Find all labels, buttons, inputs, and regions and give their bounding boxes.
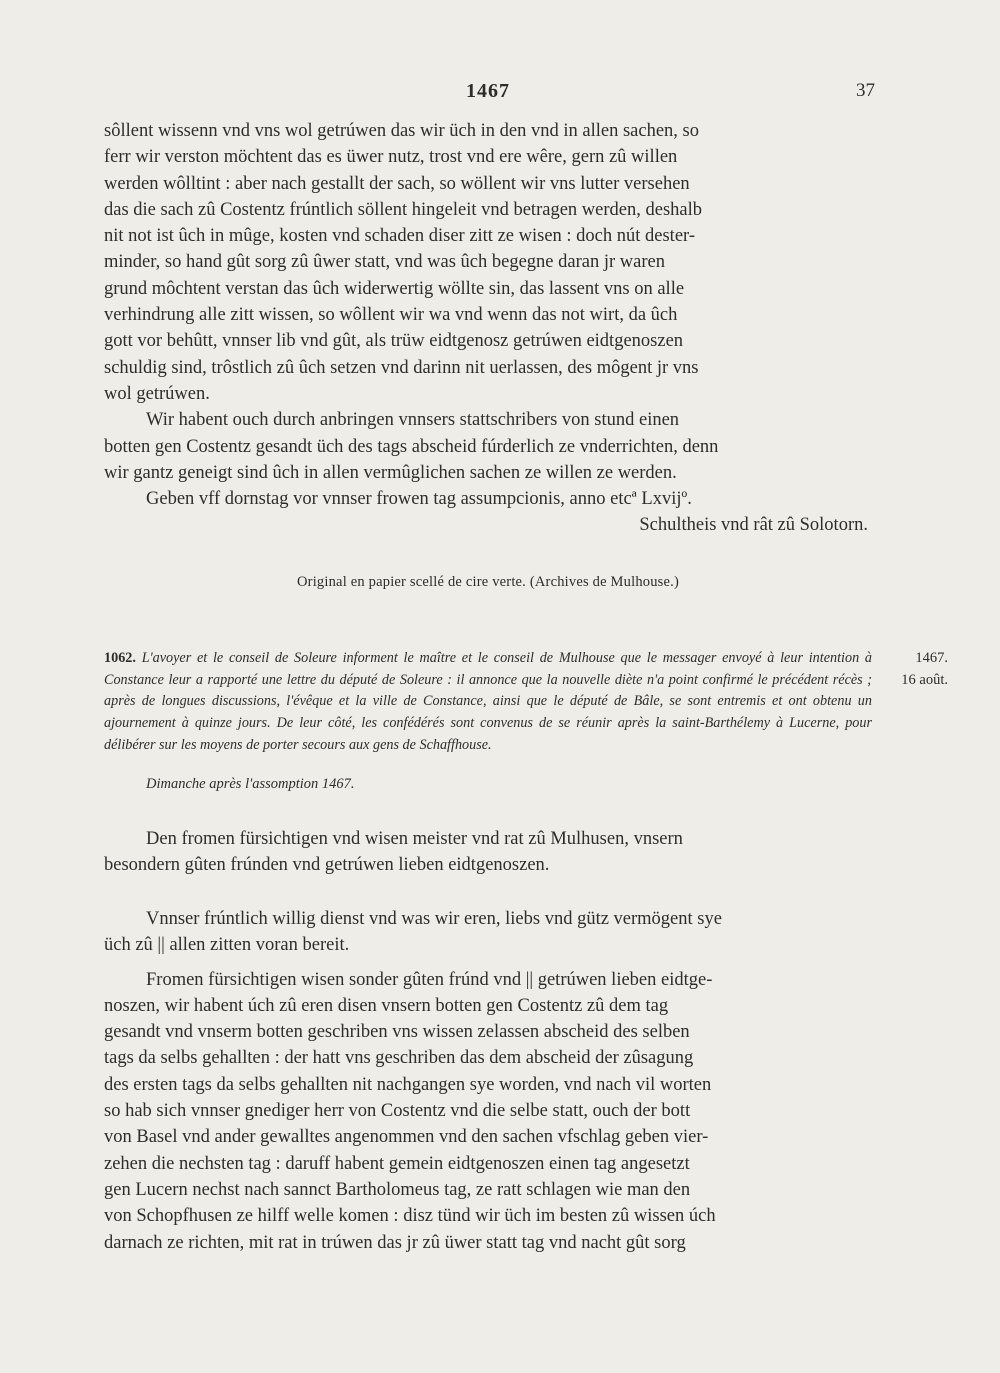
text-line: wol getrúwen. xyxy=(104,383,210,404)
text-line: üch zû || allen zitten voran bereit. xyxy=(104,935,350,956)
text-line: darnach ze richten, mit rat in trúwen das jr zû üwer statt tag vnd nacht gût sorg xyxy=(104,1232,686,1253)
letter-paragraph-1 xyxy=(104,118,872,407)
text-line: Den fromen fürsichtigen vnd wisen meister vnd rat zû Mulhusen, vnsern xyxy=(146,829,683,849)
top-letter xyxy=(104,118,872,539)
main-letter xyxy=(104,906,872,1256)
text-line: tags da selbs gehallten : der hatt vns geschriben das dem abscheid der zûsagung xyxy=(104,1048,694,1069)
text-line: zehen die nechsten tag : daruff habent gemein eidtgenoszen einen tag angesetzt xyxy=(104,1153,690,1174)
text-line: Vnnser frúntlich willig dienst vnd was wir eren, liebs vnd gütz vermögent sye xyxy=(146,909,722,929)
text-line: besondern gûten frúnden vnd getrúwen lieben eidtgenoszen. xyxy=(104,855,550,876)
margin-year: 1467. xyxy=(915,650,948,666)
text-line: gott vor behûtt, vnnser lib vnd gût, als trüw eidtgenosz getrúwen eidtgenoszen xyxy=(104,331,684,352)
text-line: Wir habent ouch durch anbringen vnnsers stattschribers von stund einen xyxy=(146,410,680,431)
text-line: noszen, wir habent úch zû eren disen vnsern botten gen Costentz zû dem tag xyxy=(104,995,669,1016)
letter-paragraph-2 xyxy=(104,407,872,486)
text-line: wir gantz geneigt sind ûch in allen vermûglichen sachen ze willen ze werden. xyxy=(104,462,677,483)
text-line: botten gen Costentz gesandt üch des tags abscheid fúrderlich ze vnderrichten, denn xyxy=(104,436,719,457)
running-header-year: 1467 xyxy=(466,80,510,102)
text-line: Fromen fürsichtigen wisen sonder gûten frúnd vnd || getrúwen lieben eidtge- xyxy=(146,969,713,990)
text-line: verhindrung alle zitt wissen, so wôllent wir wa vnd wenn das not wirt, da ûch xyxy=(104,305,678,326)
page-number: 37 xyxy=(856,80,875,101)
dating-clause: Geben vff dornstag vor vnnser frowen tag assumpcionis, anno etcª Lxvijº. xyxy=(146,489,692,510)
text-line: ferr wir verston möchtent das es üwer nutz, trost vnd ere wêre, gern zû willen xyxy=(104,147,678,168)
text-line: schuldig sind, trôstlich zû ûch setzen vnd darinn nit uerlassen, des môgent jr vns xyxy=(104,357,699,378)
greeting xyxy=(104,906,872,959)
margin-day: 16 août. xyxy=(901,671,948,688)
address xyxy=(104,826,872,879)
letter-body xyxy=(104,967,872,1256)
source-note: Original en papier scellé de cire verte. (Archives de Mulhouse.) xyxy=(297,574,679,590)
text-line: werden wôlltint : aber nach gestallt der sach, so wöllent wir vns lutter versehen xyxy=(104,173,690,194)
margin-date xyxy=(892,648,948,691)
document-number: 1062. xyxy=(104,650,136,666)
text-line: sôllent wissenn vnd vns wol getrúwen das wir üch in den vnd in allen sachen, so xyxy=(104,121,699,141)
summary-text: L'avoyer et le conseil de Soleure informent le maître et le conseil de Mulhouse que le messager envoyé à leur intention à Constance leur a rapporté une lettre du député de Soleure : il annonce que la nouvelle diète n'a point confirmé le précédent récès ; après de longues discussions, l'évêque et la ville de Constance, ainsi que le député de Bâle, se sont entremis et ont obtenu un ajournement à quinze jours. De leur côté, les confédérés sont convenus de se réunir après la saint-Barthélemy à Lucerne, pour délibérer sur les moyens de porter secours aux gens de Schaffhouse. xyxy=(104,650,873,753)
text-line: das die sach zû Costentz frúntlich söllent hingeleit vnd betragen werden, deshalb xyxy=(104,199,702,220)
text-line: so hab sich vnnser gnediger herr von Costentz vnd die selbe statt, ouch der bott xyxy=(104,1101,691,1122)
text-line: des ersten tags da selbs gehallten nit nachgangen sye worden, vnd nach vil worten xyxy=(104,1074,712,1095)
text-line: gen Lucern nechst nach sannct Bartholomeus tag, ze ratt schlagen wie man den xyxy=(104,1179,691,1200)
text-line: minder, so hand gût sorg zû ûwer statt, vnd was ûch begegne daran jr waren xyxy=(104,252,665,273)
document-summary xyxy=(104,648,872,757)
signature: Schultheis vnd rât zû Solotorn. xyxy=(639,515,868,536)
document-date: Dimanche après l'assomption 1467. xyxy=(146,776,355,792)
text-line: gesandt vnd vnserm botten geschriben vns wissen zelassen abscheid des selben xyxy=(104,1022,690,1043)
text-line: von Schopfhusen ze hilff welle komen : disz tünd wir üch im besten zû wissen úch xyxy=(104,1206,716,1227)
text-line: von Basel vnd ander gewalltes angenommen vnd den sachen vfschlag geben vier- xyxy=(104,1127,709,1148)
text-line: nit not ist ûch in mûge, kosten vnd schaden diser zitt ze wisen : doch nút dester- xyxy=(104,226,695,247)
text-line: grund môchtent verstan das ûch widerwertig wöllte sin, das lassent vns on alle xyxy=(104,278,685,299)
